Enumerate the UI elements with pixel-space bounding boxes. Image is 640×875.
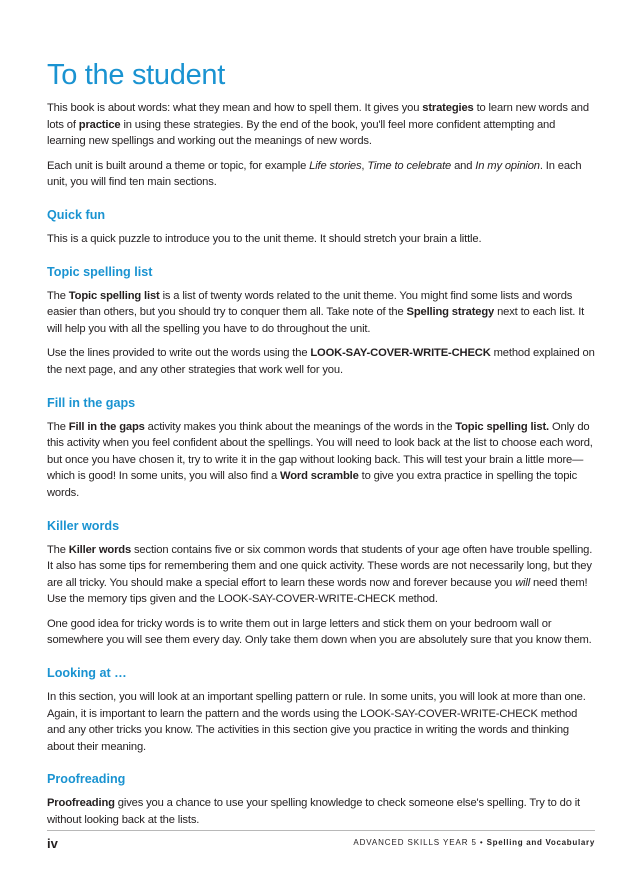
- looking-at-paragraph: In this section, you will look at an important spelling pattern or rule. In some units, you will look at more than one. Again, it is important to learn the pattern and the words using the LOOK-SAY-COVER-WRITE-CHECK method and any other tricks you know. The activities in this section give you practice in writing the words and thinking about their meaning.: [47, 691, 586, 753]
- book-subject: Spelling and Vocabulary: [486, 838, 595, 847]
- killer-words-paragraph-1: The Killer words section contains five or six common words that students of your age often have trouble spelling. It also has some tips for remembering them and one quick activity. These words are not necessarily long, but they are all tricky. You should make a special effort to learn these words now and forever because you will need them! Use the memory tips given and the LOOK-SAY-COVER-WRITE-CHECK method.: [47, 543, 593, 606]
- killer-words-paragraph-2: One good idea for tricky words is to write them out in large letters and stick them on your bedroom wall or somewhere you will see them every day. Only take them down when you are absolutely sure that you know them.: [47, 617, 592, 647]
- section-heading-looking-at: Looking at …: [47, 666, 127, 681]
- proofreading-paragraph: Proofreading gives you a chance to use your spelling knowledge to check someone else's spelling. Try to do it without looking back at the lists.: [47, 797, 581, 827]
- section-heading-proofreading: Proofreading: [47, 772, 126, 787]
- intro-paragraph-2: Each unit is built around a theme or topic, for example Life stories, Time to celebrate and In my opinion. In each unit, you will find ten main sections.: [47, 159, 582, 189]
- page-title: To the student: [47, 59, 225, 91]
- bullet-separator: •: [479, 838, 484, 847]
- fill-gaps-paragraph: The Fill in the gaps activity makes you think about the meanings of the words in the Topic spelling list. Only do this activity when you feel confident about the spellings. You will need to look back at the list to choose each word, but once you have chosen it, try to write it in the gap without looking back. This will test your brain a little more—which is good! In some units, you will also find a Word scramble to give you extra practice in spelling the topic words.: [47, 420, 593, 499]
- section-heading-killer-words: Killer words: [47, 518, 120, 533]
- running-footer: [353, 838, 595, 847]
- page-content: [47, 58, 595, 837]
- topic-list-paragraph-2: Use the lines provided to write out the words using the LOOK-SAY-COVER-WRITE-CHECK method explained on the next page, and any other strategies that work well for you.: [47, 347, 595, 376]
- section-heading-fill-in-the-gaps: Fill in the gaps: [47, 395, 136, 410]
- section-heading-quick-fun: Quick fun: [47, 207, 106, 222]
- section-heading-topic-spelling-list: Topic spelling list: [47, 264, 153, 279]
- topic-list-paragraph-1: The Topic spelling list is a list of twenty words related to the unit theme. You might find some lists and words easier than others, but you should try to conquer them all. Take note of the Spelling strategy next to each list. It will help you with all the spelling you have to do throughout the unit.: [47, 289, 585, 335]
- quick-fun-paragraph: This is a quick puzzle to introduce you to the unit theme. It should stretch your brain a little.: [47, 232, 482, 245]
- page-number: iv: [47, 836, 58, 851]
- book-title: ADVANCED SKILLS YEAR 5: [353, 838, 477, 847]
- page-footer: [47, 830, 595, 851]
- intro-paragraph-1: This book is about words: what they mean and how to spell them. It gives you strategies to learn new words and lots of practice in using these strategies. By the end of the book, you'll feel more confident attempting and learning new spellings and working out the meanings of new words.: [47, 102, 589, 148]
